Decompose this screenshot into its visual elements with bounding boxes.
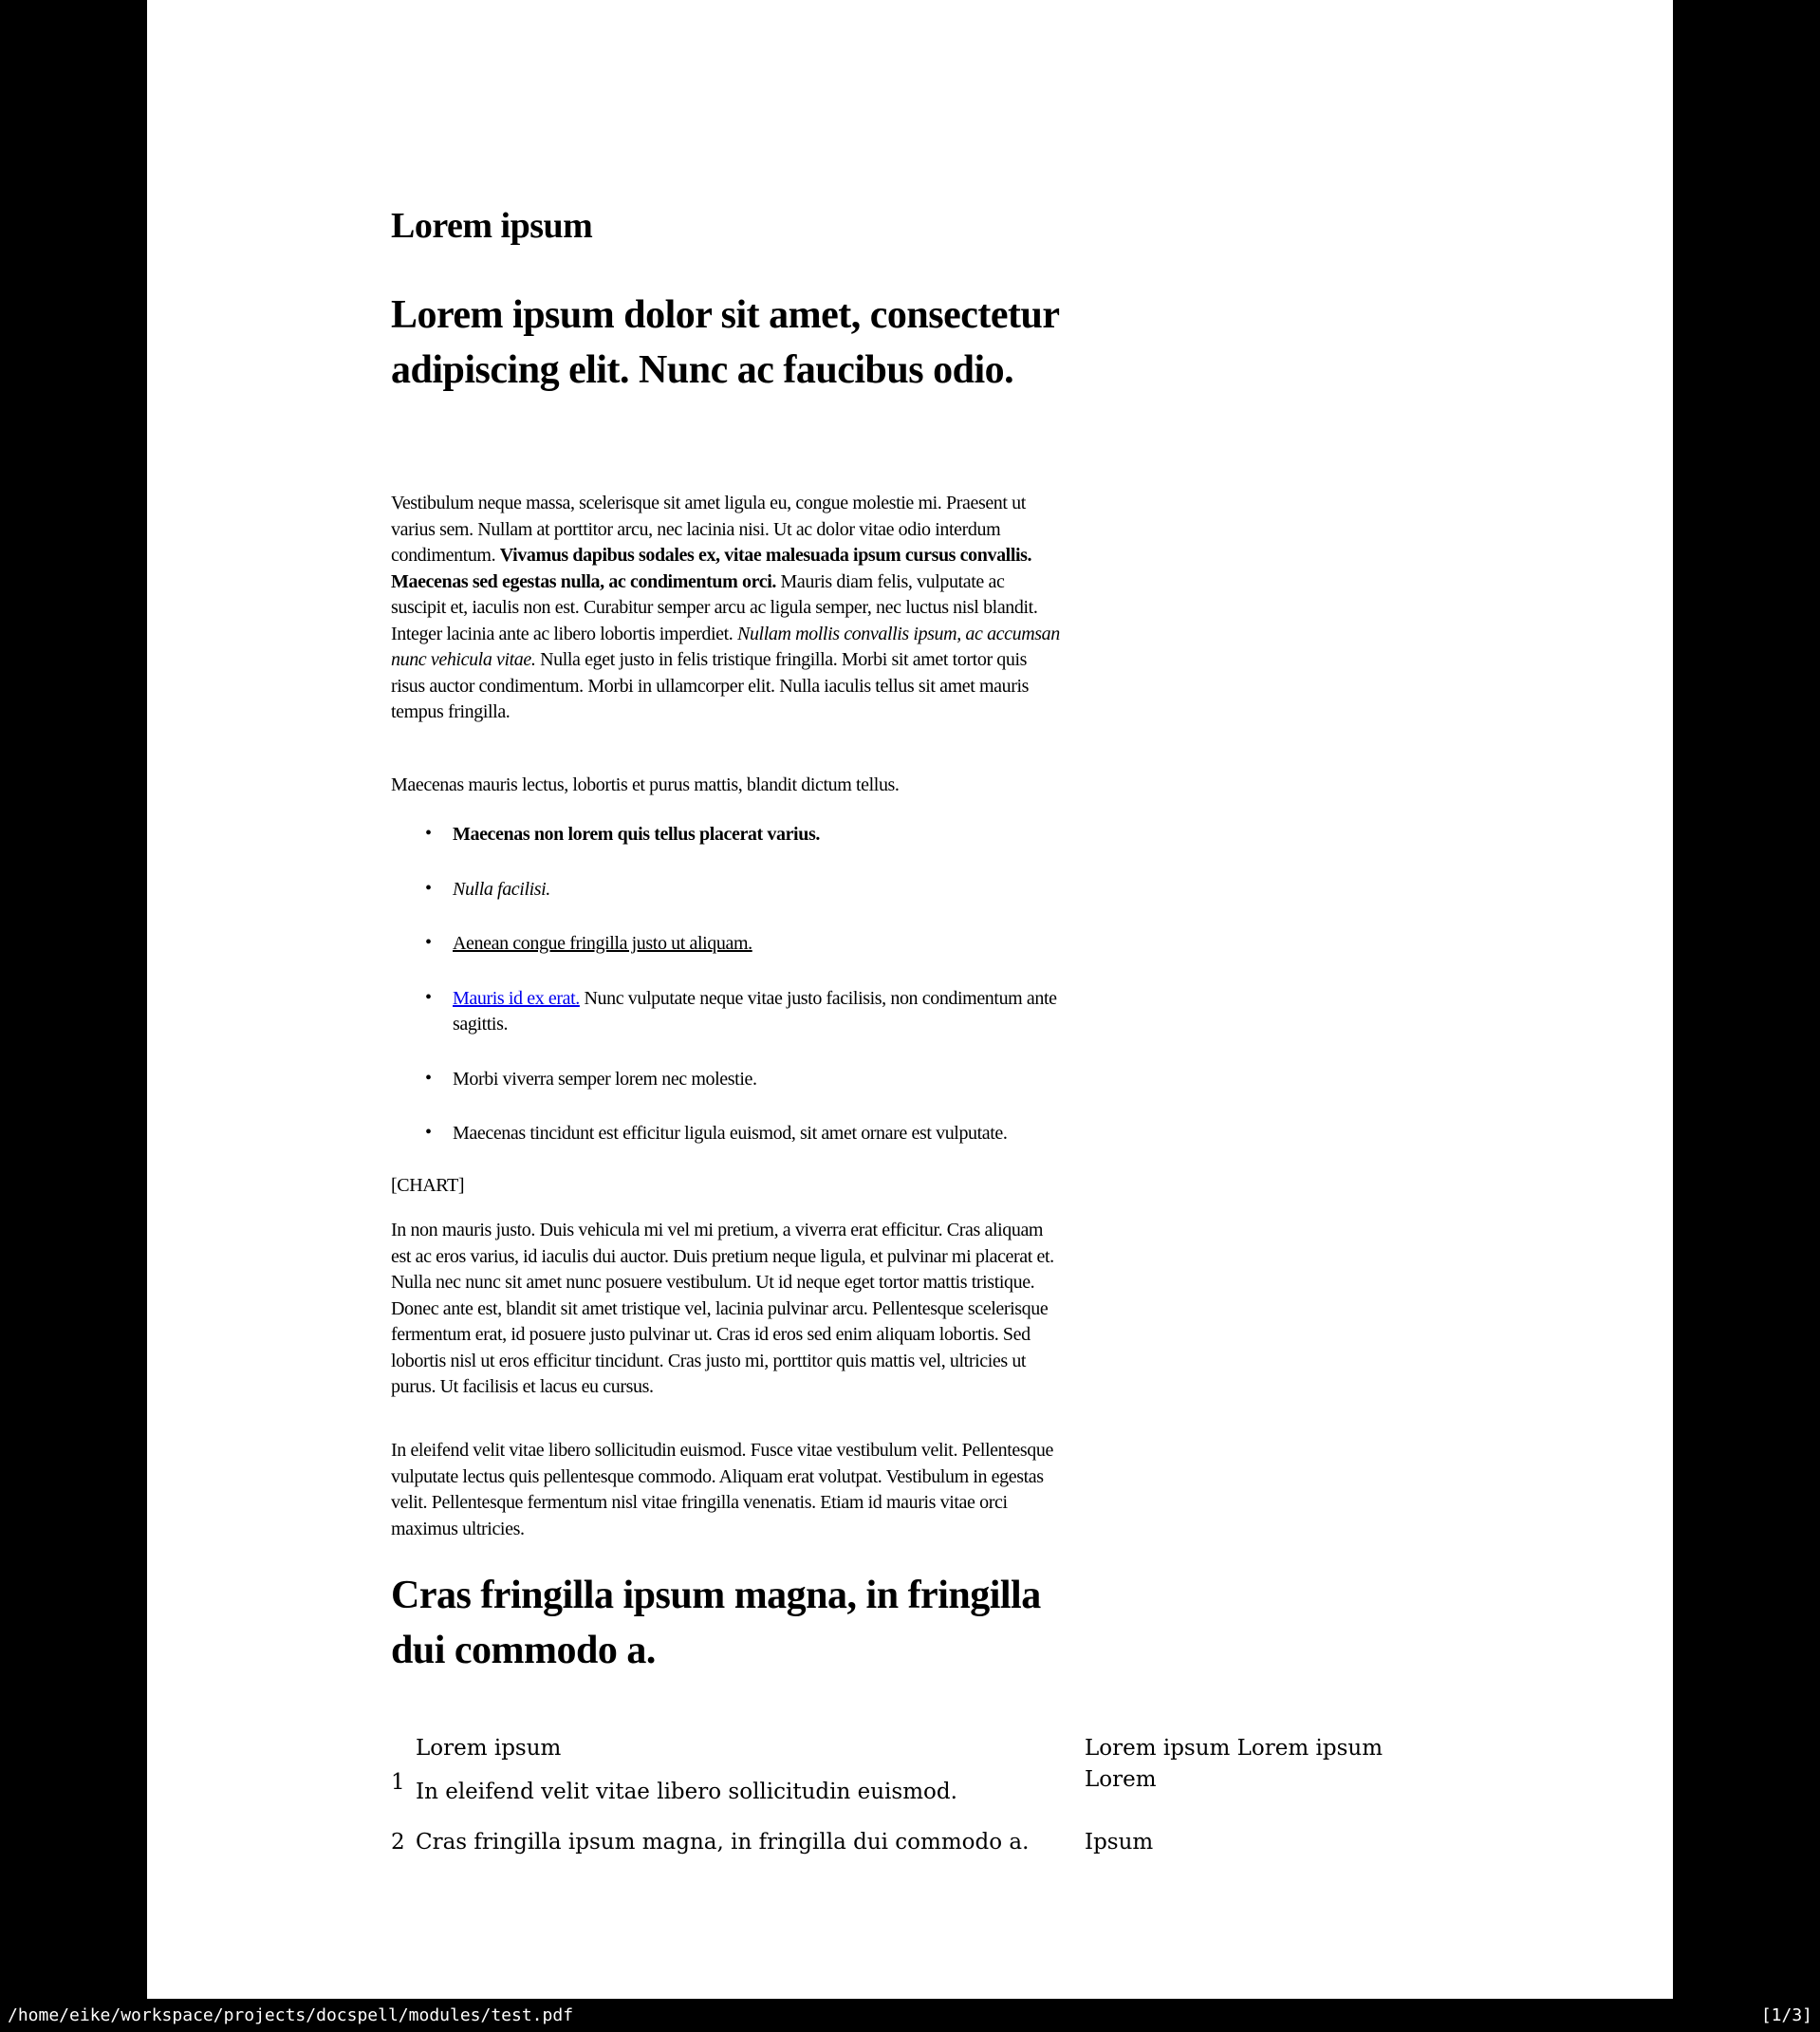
list-item-bold-text: Maecenas non lorem quis tellus placerat varius. — [453, 824, 820, 845]
section-heading: Cras fringilla ipsum magna, in fringilla dui commodo a. — [391, 1574, 1041, 1672]
document-title: Lorem ipsum dolor sit amet, consectetur adipiscing elit. Nunc ac faucibus odio. — [391, 293, 1059, 392]
bullet-icon: • — [425, 823, 432, 844]
document-subtitle: Lorem ipsum — [391, 206, 593, 246]
list-item-text: Maecenas tincidunt est efficitur ligula euismod, sit amet ornare est vulputate. — [453, 1123, 1008, 1144]
paragraph-intro-text: Vestibulum neque massa, scelerisque sit amet ligula eu, congue molestie mi. Praesent ut varius sem. Nullam at porttitor arcu, nec lacinia nisi. Ut ac dolor vitae odio interdum condimentum. — [391, 493, 1026, 566]
underlined-link[interactable]: Aenean congue fringilla justo ut aliquam. — [453, 933, 752, 954]
footer-right-column-2: Ipsum — [1085, 1830, 1154, 1855]
hyperlink[interactable]: Mauris id ex erat. — [453, 987, 580, 1009]
list-item — [391, 1067, 1060, 1093]
statusbar — [0, 1999, 1820, 2032]
footnote-2-marker: 2 — [391, 1830, 405, 1855]
statusbar-page-indicator: [1/3] — [1760, 2005, 1812, 2025]
chart-placeholder: [CHART] — [391, 1175, 465, 1196]
paragraph-body-2: In eleifend velit vitae libero sollicitudin euismod. Fusce vitae vestibulum velit. Pellentesque vulputate lectus quis pellentesque commodo. Aliquam erat volutpat. Vestibulum in egestas velit. Pellentesque fermentum nisl vitae fringilla venenatis. Etiam id mauris vitae orci maximus ultricies. — [391, 1440, 1053, 1539]
paragraph-intro-bold: Vivamus dapibus sodales ex, vitae malesuada ipsum cursus convallis. Maecenas sed egestas nulla, ac condimentum orci. — [391, 545, 1032, 592]
list-item-text: Morbi viverra semper lorem nec molestie. — [453, 1068, 757, 1090]
bullet-icon: • — [425, 1067, 432, 1089]
footnote-2-text: Cras fringilla ipsum magna, in fringilla dui commodo a. — [416, 1830, 1030, 1855]
footer-right-column: Lorem ipsum Lorem ipsum Lorem — [1085, 1736, 1384, 1792]
paragraph-intro-text: Nulla eget justo in felis tristique fringilla. Morbi sit amet tortor quis risus auctor condimentum. Morbi in ullamcorper elit. Nulla iaculis tellus sit amet mauris tempus fringilla. — [391, 649, 1030, 722]
footer-left-header: Lorem ipsum — [416, 1736, 562, 1761]
paragraph-body-1: In non mauris justo. Duis vehicula mi vel mi pretium, a viverra erat efficitur. Cras aliquam est ac eros varius, id iaculis dui auctor. Duis pretium neque ligula, et pulvinar mi placerat et. Nulla nec nunc sit amet nunc posuere vestibulum. Ut id neque eget tortor mattis tristique. Donec ante est, blandit sit amet tristique vel, lacinia pulvinar arcu. Pellentesque scelerisque fermentum erat, id posuere justo pulvinar ut. Cras id eros sed enim aliquam lobortis. Sed lobortis nisl ut eros efficitur tincidunt. Cras justo mi, porttitor quis mattis vel, ultricies ut purus. Ut facilisis et lacus eu cursus. — [391, 1220, 1054, 1397]
list-item — [391, 822, 1060, 848]
statusbar-file-path: /home/eike/workspace/projects/docspell/modules/test.pdf — [8, 2005, 574, 2025]
list-item — [391, 931, 1060, 958]
list-item — [391, 986, 1060, 1038]
pdf-page[interactable] — [147, 0, 1673, 1999]
paragraph-intro — [391, 491, 1060, 726]
list-item — [391, 877, 1060, 904]
paragraph-intro-italic: Nullam mollis convallis ipsum, ac accumsan nunc vehicula vitae. — [391, 623, 1060, 670]
footnote-2 — [391, 1827, 1030, 1858]
bullet-icon: • — [425, 986, 432, 1008]
bullet-list — [391, 822, 1060, 1176]
list-item — [391, 1121, 1060, 1147]
footnote-1 — [391, 1770, 957, 1808]
bullet-icon: • — [425, 877, 432, 899]
footnote-1-marker: 1 — [391, 1770, 405, 1795]
bullet-icon: • — [425, 932, 432, 953]
list-item-italic-text: Nulla facilisi. — [453, 878, 550, 900]
list-item-text: Nunc vulputate neque vitae justo facilisis, non condimentum ante sagittis. — [453, 987, 1057, 1035]
bullet-icon: • — [425, 1122, 432, 1143]
paragraph-lead: Maecenas mauris lectus, lobortis et purus mattis, blandit dictum tellus. — [391, 774, 900, 795]
footnote-1-text: In eleifend velit vitae libero sollicitudin euismod. — [416, 1780, 957, 1804]
paragraph-intro-text: Mauris diam felis, vulputate ac suscipit et, iaculis non est. Curabitur semper arcu ac ligula semper, nec luctus nisl blandit. Integer lacinia ante ac libero lobortis imperdiet. — [391, 570, 1038, 644]
